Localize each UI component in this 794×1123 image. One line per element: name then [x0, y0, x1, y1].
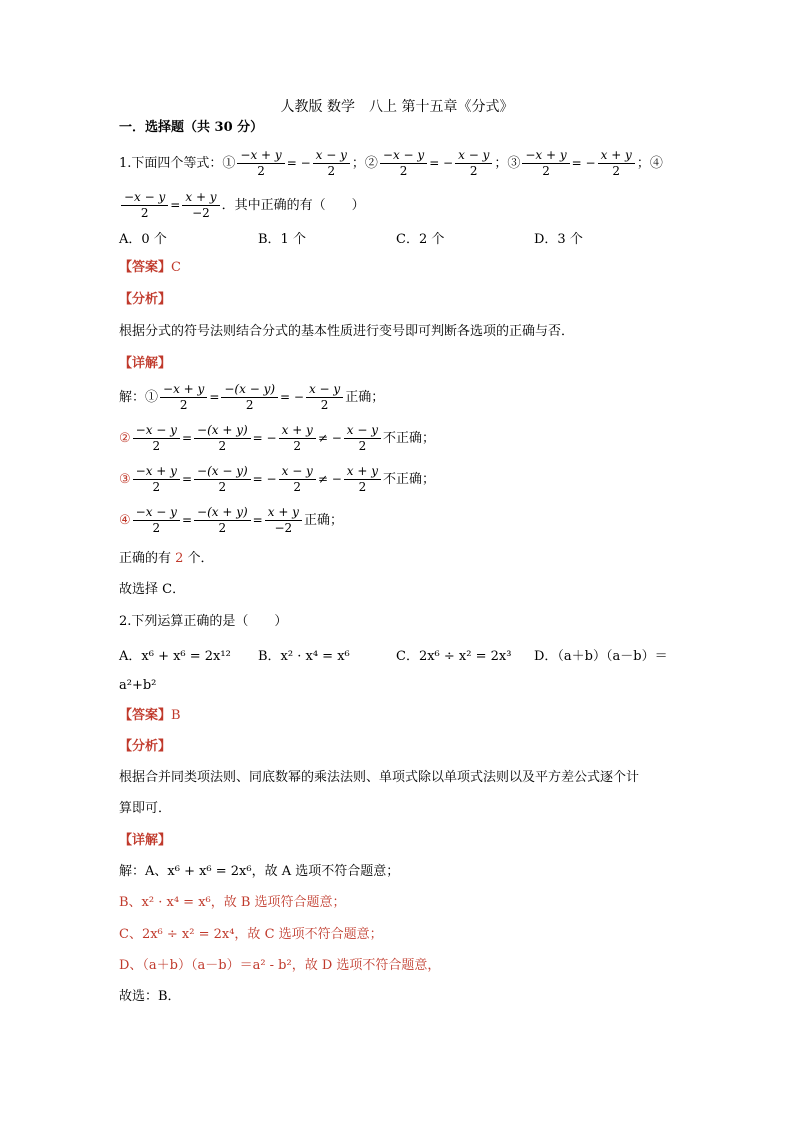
fraction: $\frac{-x + y}{2}$ [237, 148, 284, 179]
q1-stem-prefix: 1.下面四个等式：① [119, 156, 236, 171]
fraction: $\frac{-x + y}{2}$ [522, 148, 569, 179]
q2-analysis-line2: 算即可． [119, 801, 172, 816]
fraction: $\frac{-(x - y)}{2}$ [194, 464, 251, 495]
q1-detail-label: 【详解】 [119, 356, 172, 371]
q1-detail-3: ③ $\frac{-x + y}{2}$ = $\frac{-(x - y)}{2}$ = − $\frac{x - y}{2}$ ≠ − $\frac{x + y}{2}$ 不正确； [119, 464, 436, 494]
q1-answer: 【答案】C [119, 260, 181, 275]
q1-option-b: B．1 个 [258, 232, 306, 247]
q2-detail-label: 【详解】 [119, 833, 172, 848]
q2-choose: 故选：B． [119, 989, 181, 1004]
section-heading: 一．选择题（共 30 分） [119, 120, 264, 135]
q2-stem: 2.下列运算正确的是（ ） [119, 614, 288, 629]
fraction: $\frac{x + y}{2}$ [279, 423, 316, 454]
fraction: $\frac{x - y}{2}$ [306, 382, 343, 413]
q2-analysis-label: 【分析】 [119, 739, 172, 754]
q1-detail-1: 解：① $\frac{-x + y}{2}$ = $\frac{-(x - y)}{2}$ = − $\frac{x - y}{2}$ 正确； [119, 382, 385, 412]
q1-stem-line2: $\frac{-x - y}{2}$ = $\frac{x + y}{-2}$ ．其中正确的有（ ） [119, 190, 365, 221]
fraction: $\frac{x - y}{2}$ [344, 423, 381, 454]
q1-stem-line1: 1.下面四个等式：① $\frac{-x + y}{2}$ = − $\frac{x - y}{2}$ ；② $\frac{-x - y}{2}$ = − $\frac{x - y}{2}$ ；③ $\frac{-x + y}{2}$ = − $\frac{x + y}{2}$ ；④ [119, 148, 663, 178]
q1-option-d: D．3 个 [534, 232, 583, 247]
fraction: $\frac{x - y}{2}$ [313, 148, 350, 179]
fraction: $\frac{-x + y}{2}$ [133, 464, 180, 495]
fraction: $\frac{-(x + y)}{2}$ [194, 505, 251, 536]
fraction: $\frac{-x - y}{2}$ [380, 148, 427, 179]
fraction: $\frac{x + y}{2}$ [344, 464, 381, 495]
q1-option-a: A．0 个 [119, 232, 167, 247]
q2-option-d: D．（a＋b）（a－b）＝ [534, 649, 668, 664]
q2-analysis-line1: 根据合并同类项法则、同底数幂的乘法法则、单项式除以单项式法则以及平方差公式逐个计 [119, 770, 640, 785]
fraction: $\frac{x - y}{2}$ [279, 464, 316, 495]
fraction: $\frac{-x - y}{2}$ [133, 505, 180, 536]
fraction: $\frac{x + y}{-2}$ [265, 505, 302, 536]
fraction: $\frac{x + y}{2}$ [598, 148, 635, 179]
q2-detail-a: 解：A、x⁶ + x⁶ = 2x⁶，故 A 选项不符合题意； [119, 864, 400, 879]
q2-answer: 【答案】B [119, 708, 181, 723]
q2-detail-c: C、2x⁶ ÷ x² = 2x⁴，故 C 选项不符合题意； [119, 927, 383, 942]
q2-option-d-cont: a²+b² [119, 678, 157, 693]
fraction: $\frac{-(x + y)}{2}$ [194, 423, 251, 454]
q1-option-c: C．2 个 [396, 232, 445, 247]
q1-detail-4: ④ $\frac{-x - y}{2}$ = $\frac{-(x + y)}{2}$ = $\frac{x + y}{-2}$ 正确； [119, 505, 343, 535]
q1-detail-2: ② $\frac{-x - y}{2}$ = $\frac{-(x + y)}{2}$ = − $\frac{x + y}{2}$ ≠ − $\frac{x - y}{2}$ 不正确； [119, 423, 436, 453]
q1-analysis-text: 根据分式的符号法则结合分式的基本性质进行变号即可判断各选项的正确与否． [119, 324, 575, 339]
q2-option-a: A．x⁶ + x⁶ = 2x¹² [119, 649, 231, 664]
fraction: $\frac{-x - y}{2}$ [133, 423, 180, 454]
fraction: $\frac{-x + y}{2}$ [160, 382, 207, 413]
fraction: $\frac{x + y}{-2}$ [182, 190, 219, 221]
q2-option-c: C．2x⁶ ÷ x² = 2x³ [396, 649, 512, 664]
q1-stem-tail: ．其中正确的有（ ） [221, 198, 365, 213]
q1-analysis-label: 【分析】 [119, 292, 172, 307]
document-title: 人教版 数学 八上 第十五章《分式》 [280, 99, 514, 115]
q1-choose: 故选择 C． [119, 582, 186, 597]
q2-option-b: B．x² · x⁴ = x⁶ [258, 649, 350, 664]
fraction: $\frac{-(x - y)}{2}$ [221, 382, 278, 413]
fraction: $\frac{-x - y}{2}$ [121, 190, 168, 221]
q2-detail-b: B、x² · x⁴ = x⁶，故 B 选项符合题意； [119, 895, 346, 910]
q2-detail-d: D、（a＋b）（a－b）＝a² - b²，故 D 选项不符合题意， [119, 958, 441, 973]
q1-conclusion: 正确的有 2 个． [119, 551, 214, 566]
fraction: $\frac{x - y}{2}$ [455, 148, 492, 179]
